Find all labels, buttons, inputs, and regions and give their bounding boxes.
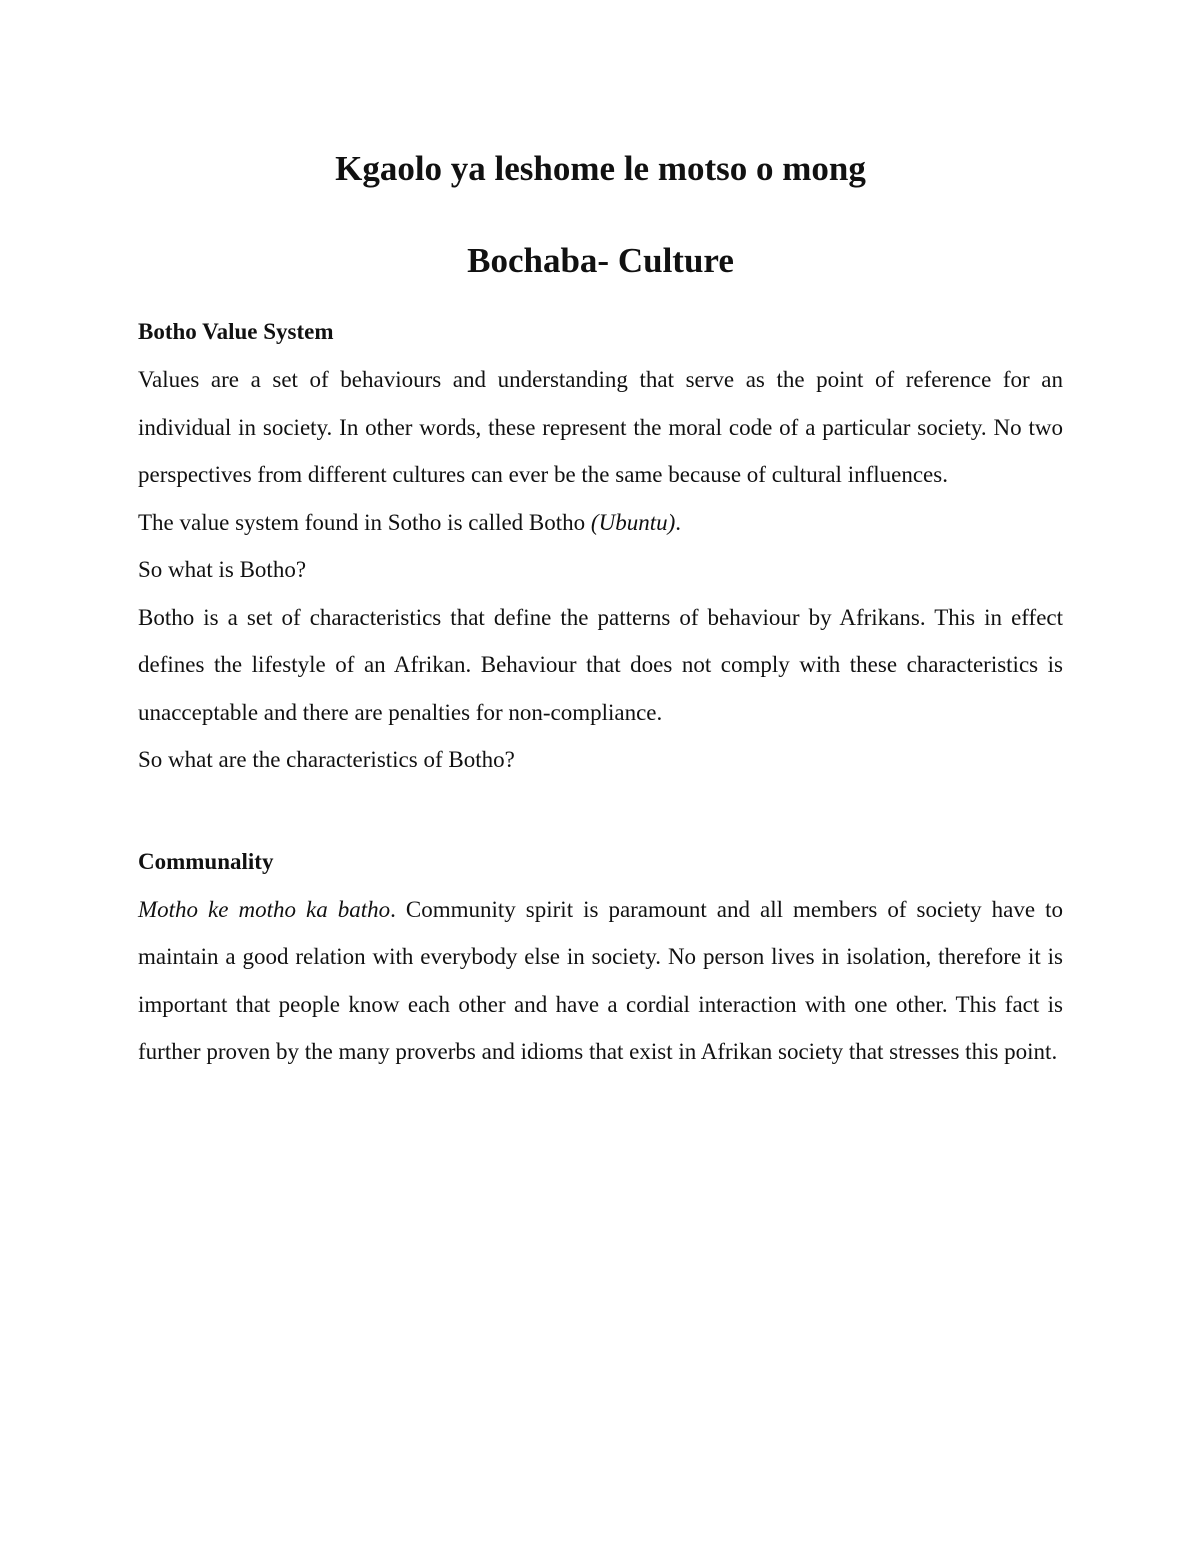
paragraph-values: Values are a set of behaviours and understanding that serve as the point of reference for an individual in society. In other words, these represent the moral code of a particular society. No two perspectives from different cultures can ever be the same because of cultural influences. bbox=[138, 367, 1063, 487]
paragraph-botho-definition: Botho is a set of characteristics that define the patterns of behaviour by Afrikans. This in effect defines the lifestyle of an Afrikan. Behaviour that does not comply with these characteristics is unacceptable and there are penalties for non-compliance. bbox=[138, 604, 1063, 725]
section-heading-botho: Botho Value System bbox=[138, 319, 334, 344]
question-what-is-botho: So what is Botho? bbox=[138, 557, 307, 582]
paragraph-communality bbox=[138, 886, 1063, 1076]
communality-proverb: Motho ke motho ka batho bbox=[138, 896, 391, 922]
value-system-text: The value system found in Sotho is called Botho bbox=[138, 509, 591, 535]
page-subtitle: Bochaba- Culture bbox=[467, 241, 734, 280]
value-system-end: . bbox=[675, 509, 681, 535]
document-body bbox=[138, 145, 1063, 1076]
section-heading-communality: Communality bbox=[138, 848, 274, 874]
question-characteristics: So what are the characteristics of Botho? bbox=[138, 747, 515, 772]
page-title: Kgaolo ya leshome le motso o mong bbox=[335, 149, 866, 188]
paragraph-value-system bbox=[138, 499, 1063, 547]
value-system-italic: (Ubuntu) bbox=[590, 509, 676, 535]
communality-text: . Community spirit is paramount and all members of society have to maintain a good relation with everybody else in society. No person lives in isolation, therefore it is important that people know each other and have a cordial interaction with one other. This fact is further proven by the many proverbs and idioms that exist in Afrikan society that stresses this point. bbox=[138, 896, 1063, 1064]
